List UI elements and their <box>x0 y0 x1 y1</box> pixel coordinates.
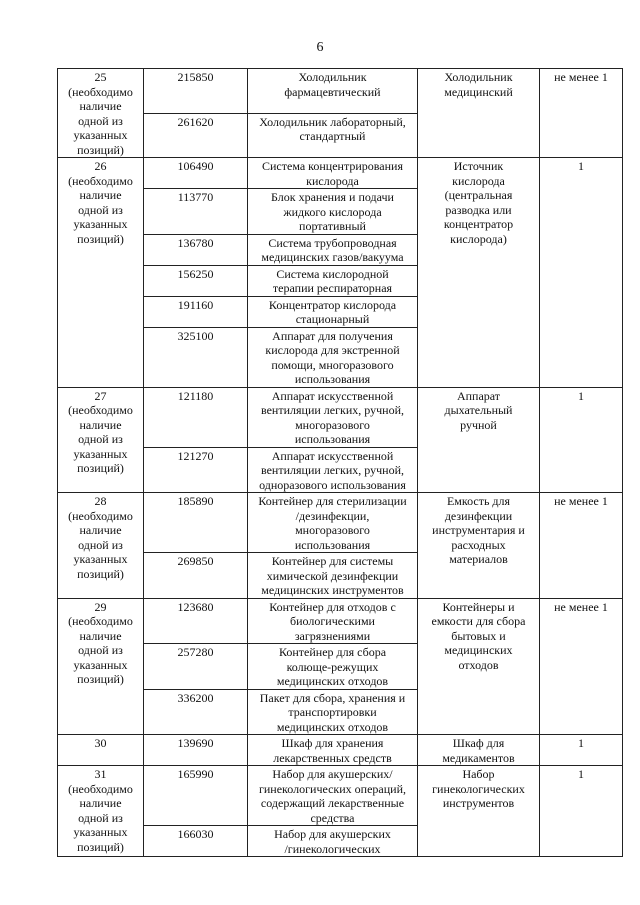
group-number: 31 <box>94 767 107 781</box>
item-name-line: /дезинфекции, <box>295 508 370 523</box>
item-name-line: жидкого кислорода <box>283 204 382 219</box>
item-name <box>248 234 418 265</box>
item-name-line: загрязнениями <box>294 628 371 643</box>
item-code: 336200 <box>144 689 248 735</box>
group-note-line: позиций) <box>77 142 124 157</box>
item-name <box>248 644 418 690</box>
item-name <box>248 598 418 644</box>
item-name-line: многоразового <box>295 523 370 537</box>
item-name <box>248 69 418 114</box>
item-name <box>248 387 418 447</box>
item-name-line: портативный <box>299 219 366 233</box>
item-name-line: вентиляции легких, ручной, <box>261 463 404 477</box>
item-name-line: вентиляции легких, ручной, <box>261 403 404 417</box>
item-name-line: использования <box>294 537 371 552</box>
group-type-line: дыхательный <box>444 403 513 417</box>
item-name-line: медицинских отходов <box>276 719 389 734</box>
group-note-line: одной из <box>78 432 123 446</box>
group-type-line: концентратор <box>443 217 514 231</box>
item-name <box>248 327 418 387</box>
item-code: 156250 <box>144 265 248 296</box>
group-note-line: (необходимо <box>68 614 133 628</box>
item-code: 325100 <box>144 327 248 387</box>
group-note-line: указанных <box>73 217 128 231</box>
group-type-line: медикаментов <box>442 750 515 765</box>
item-name-line: Концентратор кислорода <box>268 297 397 312</box>
group-type-line: Емкость для <box>446 494 511 508</box>
group-number-cell <box>58 598 144 735</box>
item-name-line: медицинских инструментов <box>261 583 404 597</box>
group-note-line: наличие <box>79 417 122 432</box>
item-name-line: Система трубопроводная <box>268 235 397 250</box>
table-row <box>58 766 623 826</box>
group-number-cell <box>58 69 144 158</box>
group-note-line: позиций) <box>77 231 124 246</box>
group-number: 29 <box>94 599 107 614</box>
group-number-cell <box>58 158 144 388</box>
item-code: 165990 <box>144 766 248 826</box>
item-name-line: Аппарат для получения <box>272 328 393 343</box>
item-name <box>248 766 418 826</box>
item-name <box>248 113 418 158</box>
table-row <box>58 735 623 766</box>
item-name-line: Блок хранения и подачи <box>271 190 394 204</box>
group-note-line: (необходимо <box>68 781 133 796</box>
item-name <box>248 447 418 493</box>
group-type-line: Источник <box>453 159 504 173</box>
group-type-line: емкости для сбора <box>431 614 526 628</box>
item-name-line: Набор для акушерских/ <box>272 767 393 781</box>
group-note-line: одной из <box>78 643 123 657</box>
item-name-line: кислорода для экстренной <box>265 343 400 357</box>
item-name-line: Контейнер для системы <box>271 554 394 568</box>
group-type-line: инструментария и <box>432 523 525 537</box>
group-quantity: не менее 1 <box>540 598 623 735</box>
group-number: 26 <box>94 159 107 173</box>
item-name-line: химической дезинфекции <box>266 568 399 583</box>
group-type-line: ручной <box>460 417 497 432</box>
group-type-line: бытовых и <box>451 628 506 643</box>
group-number: 30 <box>94 736 107 750</box>
group-type <box>418 387 540 493</box>
item-code: 121180 <box>144 387 248 447</box>
item-name-line: содержащий лекарственные <box>260 796 405 810</box>
item-name-line: биологическими <box>290 614 375 628</box>
group-number: 27 <box>94 388 107 403</box>
group-note-line: указанных <box>73 552 128 566</box>
item-name-line: гинекологических операций, <box>258 781 407 796</box>
item-name-line: Холодильник <box>298 70 367 84</box>
item-code: 269850 <box>144 553 248 599</box>
item-name <box>248 553 418 599</box>
item-name-line: Холодильник лабораторный, <box>259 114 406 129</box>
table-row <box>58 598 623 644</box>
group-type-line: кислорода) <box>450 231 507 246</box>
item-name <box>248 735 418 766</box>
group-note-line: одной из <box>78 113 123 128</box>
item-code: 257280 <box>144 644 248 690</box>
item-name-line: Система кислородной <box>276 266 389 281</box>
item-code: 136780 <box>144 234 248 265</box>
item-name-line: Набор для акушерских <box>274 827 391 841</box>
group-note-line: наличие <box>79 628 122 643</box>
group-type-line: Холодильник <box>444 70 513 84</box>
group-note-line: позиций) <box>77 461 124 475</box>
group-note-line: одной из <box>78 810 123 825</box>
group-type-line: дезинфекции <box>444 508 513 523</box>
item-code: 185890 <box>144 493 248 553</box>
item-name <box>248 265 418 296</box>
group-type-line: Шкаф для <box>452 736 505 750</box>
item-name-line: лекарственных средств <box>273 750 392 765</box>
group-quantity: 1 <box>540 766 623 857</box>
group-number-cell <box>58 766 144 857</box>
group-type-line: кислорода <box>452 173 505 188</box>
item-name <box>248 158 418 189</box>
group-quantity: 1 <box>540 735 623 766</box>
group-note-line: указанных <box>73 657 128 672</box>
item-name <box>248 689 418 735</box>
item-name-line: использования <box>294 372 371 386</box>
group-type-line: разводка или <box>445 202 512 217</box>
group-type-line: медицинский <box>444 84 513 99</box>
group-note-line: позиций) <box>77 839 124 854</box>
group-type-line: расходных <box>451 537 506 552</box>
group-note-line: (необходимо <box>68 403 133 417</box>
item-code: 121270 <box>144 447 248 493</box>
item-name-line: транспортировки <box>288 705 377 719</box>
item-name-line: Контейнер для сбора <box>278 645 387 659</box>
item-code: 215850 <box>144 69 248 114</box>
item-name-line: Контейнер для стерилизации <box>258 494 407 508</box>
item-name-line: медицинских отходов <box>276 674 389 688</box>
group-note-line: наличие <box>79 188 122 202</box>
item-name-line: многоразового <box>295 417 370 432</box>
group-type <box>418 766 540 857</box>
group-note-line: наличие <box>79 523 122 537</box>
group-note-line: (необходимо <box>68 173 133 188</box>
group-quantity: 1 <box>540 158 623 388</box>
item-name-line: помощи, многоразового <box>271 357 394 372</box>
group-number: 25 <box>94 70 107 84</box>
item-code: 106490 <box>144 158 248 189</box>
group-quantity: не менее 1 <box>540 69 623 158</box>
table-row <box>58 69 623 114</box>
item-name-line: Аппарат искусственной <box>271 388 394 403</box>
group-note-line: (необходимо <box>68 508 133 523</box>
group-type-line: отходов <box>458 657 499 672</box>
item-name-line: терапии респираторная <box>272 281 393 295</box>
table-row <box>58 493 623 553</box>
group-type-line: Контейнеры и <box>442 599 515 614</box>
group-note-line: позиций) <box>77 566 124 581</box>
item-name-line: Пакет для сбора, хранения и <box>259 690 406 705</box>
item-name-line: использования <box>294 432 371 446</box>
group-note-line: указанных <box>73 825 128 839</box>
item-name-line: Система концентрирования <box>262 159 403 173</box>
item-code: 123680 <box>144 598 248 644</box>
group-type-line: (центральная <box>444 188 513 202</box>
group-type <box>418 598 540 735</box>
group-type <box>418 69 540 158</box>
group-number-cell <box>58 387 144 493</box>
page-number: 6 <box>316 40 324 55</box>
item-code: 191160 <box>144 296 248 327</box>
item-name-line: Контейнер для отходов с <box>269 599 396 614</box>
group-type-line: Аппарат <box>456 388 501 403</box>
item-name <box>248 493 418 553</box>
item-name-line: Аппарат искусственной <box>271 448 394 463</box>
group-number-cell <box>58 493 144 599</box>
item-name-line: одноразового использования <box>259 477 406 492</box>
group-type-line: материалов <box>449 552 508 566</box>
group-note-line: позиций) <box>77 672 124 686</box>
group-note-line: одной из <box>78 537 123 552</box>
item-name <box>248 826 418 857</box>
equipment-table <box>57 68 623 857</box>
item-name-line: колюще-режущих <box>286 659 379 674</box>
item-name-line: кислорода <box>306 173 359 188</box>
item-name <box>248 296 418 327</box>
group-note-line: (необходимо <box>68 84 133 99</box>
group-quantity: не менее 1 <box>540 493 623 599</box>
item-name-line: стационарный <box>295 312 370 326</box>
item-name-line: средства <box>310 810 355 825</box>
item-name <box>248 189 418 235</box>
group-type <box>418 493 540 599</box>
group-note-line: указанных <box>73 128 128 142</box>
group-note-line: наличие <box>79 796 122 810</box>
group-quantity: 1 <box>540 387 623 493</box>
item-name-line: медицинских газов/вакуума <box>261 250 404 264</box>
group-note-line: наличие <box>79 99 122 113</box>
table-row <box>58 158 623 189</box>
table-row <box>58 387 623 447</box>
group-number: 28 <box>94 494 107 508</box>
group-type-line: медицинских <box>444 643 513 657</box>
item-code: 139690 <box>144 735 248 766</box>
group-note-line: указанных <box>73 446 128 461</box>
group-type-line: гинекологических <box>432 781 525 796</box>
group-type-line: Набор <box>462 767 495 781</box>
item-code: 261620 <box>144 113 248 158</box>
item-name-line: фармацевтический <box>284 84 381 99</box>
item-code: 166030 <box>144 826 248 857</box>
item-code: 113770 <box>144 189 248 235</box>
group-type <box>418 735 540 766</box>
group-type-line: инструментов <box>442 796 515 810</box>
group-note-line: одной из <box>78 202 123 217</box>
group-number-cell <box>58 735 144 766</box>
item-name-line: /гинекологических <box>284 841 381 856</box>
item-name-line: стандартный <box>299 129 366 143</box>
item-name-line: Шкаф для хранения <box>281 736 384 750</box>
group-type <box>418 158 540 388</box>
